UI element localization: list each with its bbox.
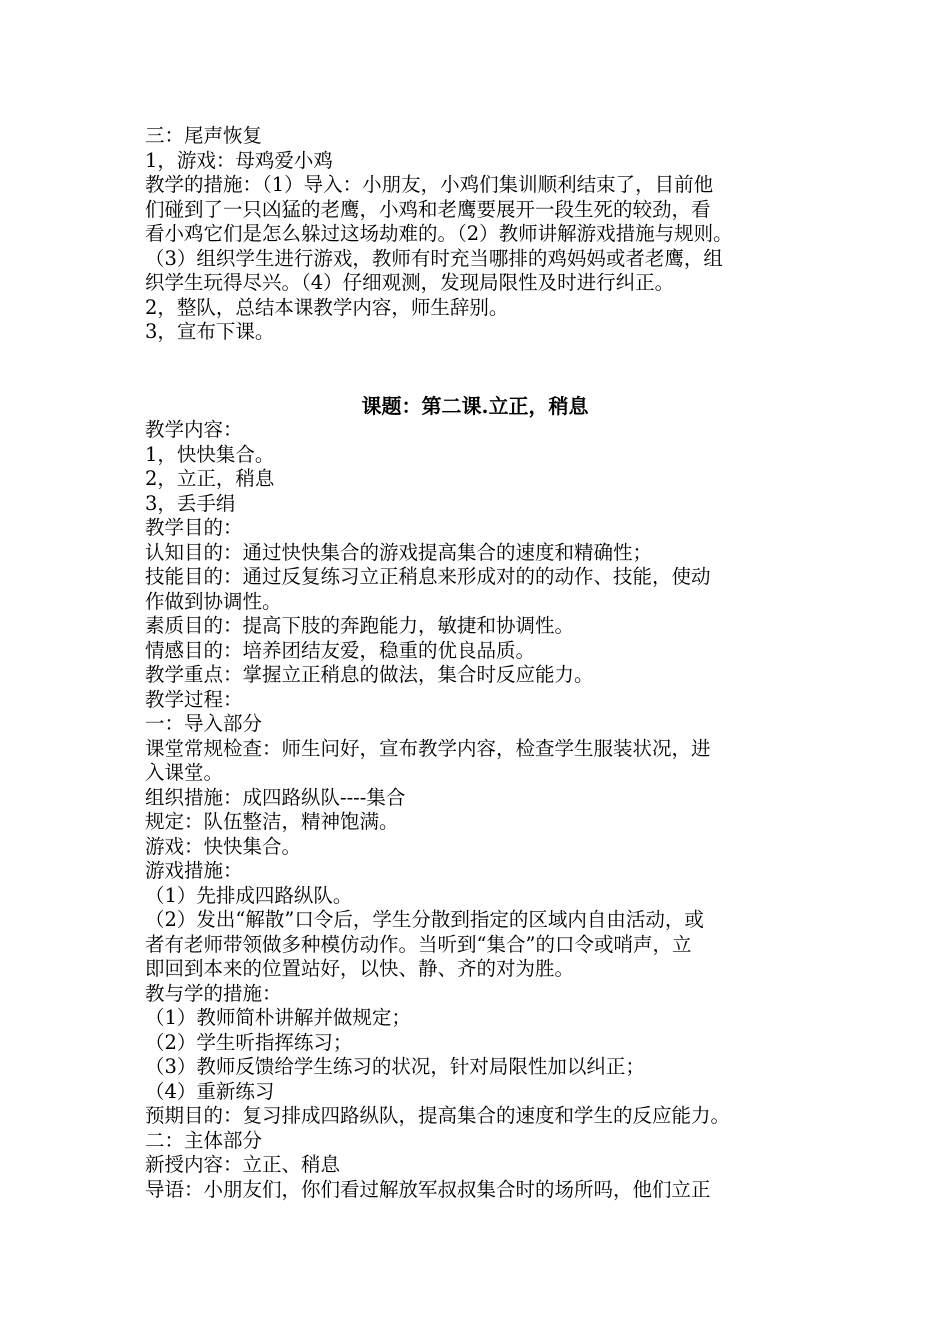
section-lesson-two [145, 418, 825, 1202]
text-line: 作做到协调性。 [145, 589, 282, 613]
lesson-title: 课题：第二课.立正，稍息 [361, 393, 589, 418]
text-line: 规定：队伍整洁，精神饱满。 [145, 810, 399, 833]
text-line: 预期目的：复习排成四路纵队，提高集合的速度和学生的反应能力。 [145, 1104, 731, 1127]
text-line: 看小鸡它们是怎么躲过这场劫难的。（2）教师讲解游戏措施与规则。 [145, 222, 733, 245]
text-line: 3，宣布下课。 [145, 320, 275, 343]
text-line: 认知目的：通过快快集合的游戏提高集合的速度和精确性； [145, 540, 653, 564]
text-line: 即回到本来的位置站好，以快、静、齐的对为胜。 [145, 957, 575, 980]
section-ending [145, 124, 825, 345]
text-line: 三：尾声恢复 [145, 124, 263, 147]
text-line: 课堂常规检查：师生问好，宣布教学内容，检查学生服装状况，进 [145, 736, 711, 760]
text-line: 教学目的： [145, 516, 243, 539]
text-line: 素质目的：提高下肢的奔跑能力，敏捷和协调性。 [145, 614, 575, 637]
text-line: 新授内容：立正、稍息 [145, 1153, 341, 1176]
text-line: 1，快快集合。 [145, 442, 275, 466]
document-page [145, 124, 825, 1202]
text-line: 教学重点：掌握立正稍息的做法，集合时反应能力。 [145, 663, 594, 686]
text-line: （2）发出“解散”口令后，学生分散到指定的区域内自由活动，或 [145, 908, 704, 931]
text-line: 情感目的：培养团结友爱，稳重的优良品质。 [145, 638, 536, 662]
text-line: 导语：小朋友们，你们看过解放军叔叔集合时的场所吗，他们立正 [145, 1177, 711, 1201]
text-line: 2，整队，总结本课教学内容，师生辞别。 [145, 295, 509, 319]
text-line: （1）先排成四路纵队。 [145, 883, 353, 907]
text-line: 游戏措施： [145, 859, 243, 882]
text-line: 者有老师带领做多种模仿动作。当听到“集合”的口令或哨声，立 [145, 932, 692, 956]
text-line: 组织措施：成四路纵队----集合 [145, 785, 406, 809]
text-line: （1）教师简朴讲解并做规定； [145, 1006, 411, 1029]
text-line: 2，立正，稍息 [145, 467, 275, 490]
text-line: 3，丢手绢 [145, 491, 236, 515]
text-line: （2）学生听指挥练习； [145, 1030, 353, 1054]
text-line: 二：主体部分 [145, 1128, 263, 1152]
text-line: （4）重新练习 [145, 1079, 275, 1103]
text-line: 一：导入部分 [145, 712, 263, 735]
text-line: 们碰到了一只凶猛的老鹰，小鸡和老鹰要展开一段生死的较劲，看 [145, 197, 711, 221]
text-line: 入课堂。 [145, 761, 224, 784]
text-line: 教学的措施：（1）导入：小朋友，小鸡们集训顺利结束了，目前他 [145, 173, 714, 196]
section-gap [145, 345, 825, 394]
text-line: 1，游戏：母鸡爱小鸡 [145, 148, 333, 172]
text-line: 织学生玩得尽兴。（4）仔细观测，发现局限性及时进行纠正。 [145, 271, 675, 294]
text-line: 游戏：快快集合。 [145, 834, 302, 858]
text-line: （3）组织学生进行游戏，教师有时充当哪排的鸡妈妈或者老鹰，组 [145, 246, 723, 270]
text-line: 教学内容： [145, 418, 243, 441]
text-line: 教与学的措施： [145, 981, 282, 1005]
text-line: 技能目的：通过反复练习立正稍息来形成对的的动作、技能，使动 [145, 565, 711, 588]
text-line: 教学过程： [145, 687, 243, 711]
text-line: （3）教师反馈给学生练习的状况，针对局限性加以纠正； [145, 1055, 645, 1078]
